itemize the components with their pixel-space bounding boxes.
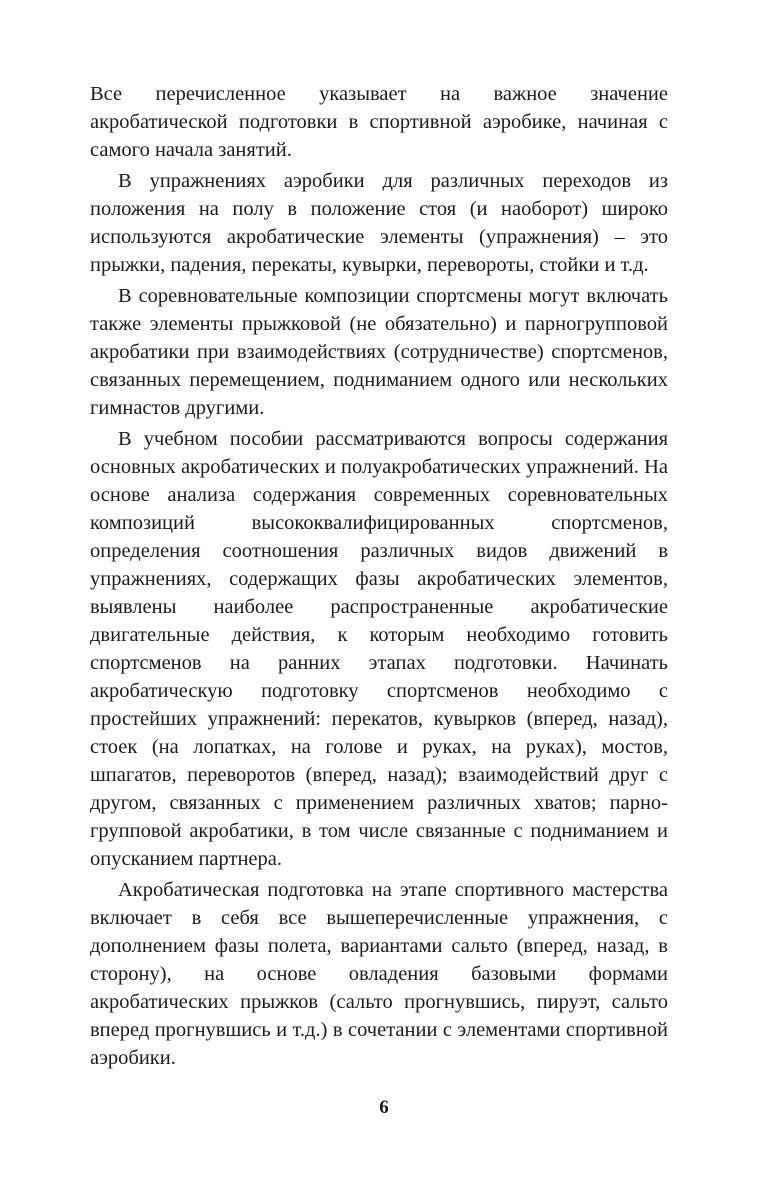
- page-body: [90, 80, 668, 1072]
- paragraph-2: В упражнениях аэробики для различных переходов из положения на полу в положение стоя (и наоборот) широко используются акробатические элементы (упражнения) – это прыжки, падения, перекаты, кувырки, перевороты, стойки и т.д.: [90, 170, 668, 276]
- paragraph-4: В учебном пособии рассматриваются вопросы содержания основных акробатических и полуакробатических упражнений. На основе анализа содержания современных соревновательных композиций высококвалифицированных спортсменов, определения соотношения различных видов движений в упражнениях, содержащих фазы акробатических элементов, выявлены наиболее распространенные акробатические двигательные действия, к которым необходимо готовить спортсменов на ранних этапах подготовки. Начинать акробатическую подготовку спортсменов необходимо с простейших упражнений: перекатов, кувырков (вперед, назад), стоек (на лопатках, на голове и руках, на руках), мостов, шпагатов, переворотов (вперед, назад); взаимодействий друг с другом, связанных с применением различных хватов; парно-групповой акробатики, в том числе связанные с подниманием и опусканием партнера.: [90, 428, 668, 870]
- paragraph-3: В соревновательные композиции спортсмены могут включать также элементы прыжковой (не обязательно) и парногрупповой акробатики при взаимодействиях (сотрудничестве) спортсменов, связанных перемещением, подниманием одного или нескольких гимнастов другими.: [90, 285, 668, 419]
- paragraph-5: Акробатическая подготовка на этапе спортивного мастерства включает в себя все вышеперечисленные упражнения, с дополнением фазы полета, вариантами сальто (вперед, назад, в сторону), на основе овладения базовыми формами акробатических прыжков (сальто прогнувшись, пируэт, сальто вперед прогнувшись и т.д.) в сочетании с элементами спортивной аэробики.: [90, 879, 668, 1069]
- page-number: 6: [379, 1097, 389, 1118]
- paragraph-1: Все перечисленное указывает на важное значение акробатической подготовки в спортивной аэробике, начиная с самого начала занятий.: [90, 83, 668, 161]
